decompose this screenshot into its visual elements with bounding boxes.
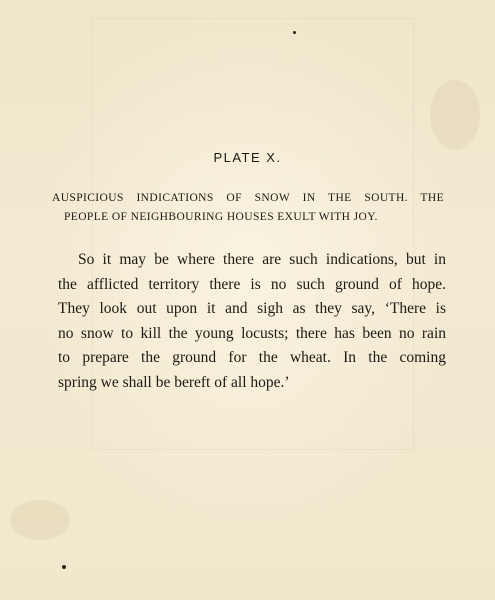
paper-stain bbox=[10, 500, 70, 540]
plate-title: PLATE X. bbox=[213, 150, 282, 165]
ink-speck bbox=[293, 31, 296, 34]
paragraph-line: the afflicted territory there is no such ground of hope. bbox=[58, 275, 446, 293]
plate-caption bbox=[52, 189, 444, 227]
caption-line: PEOPLE OF NEIGHBOURING HOUSES EXULT WITH JOY. bbox=[64, 211, 378, 223]
paragraph-line: no snow to kill the young locusts; there has been no rain bbox=[58, 324, 446, 342]
paragraph-line: So it may be where there are such indications, but in bbox=[78, 251, 446, 268]
paragraph-line: spring we shall be bereft of all hope.’ bbox=[58, 373, 290, 391]
body-paragraph bbox=[58, 248, 446, 395]
paragraph-line: to prepare the ground for the wheat. In the coming bbox=[58, 349, 446, 366]
paper-stain bbox=[430, 80, 480, 150]
ink-speck bbox=[62, 565, 66, 569]
paragraph-line: They look out upon it and sigh as they say, ‘There is bbox=[58, 300, 446, 317]
caption-line: AUSPICIOUS INDICATIONS OF SNOW IN THE SOUTH. THE bbox=[52, 192, 444, 204]
